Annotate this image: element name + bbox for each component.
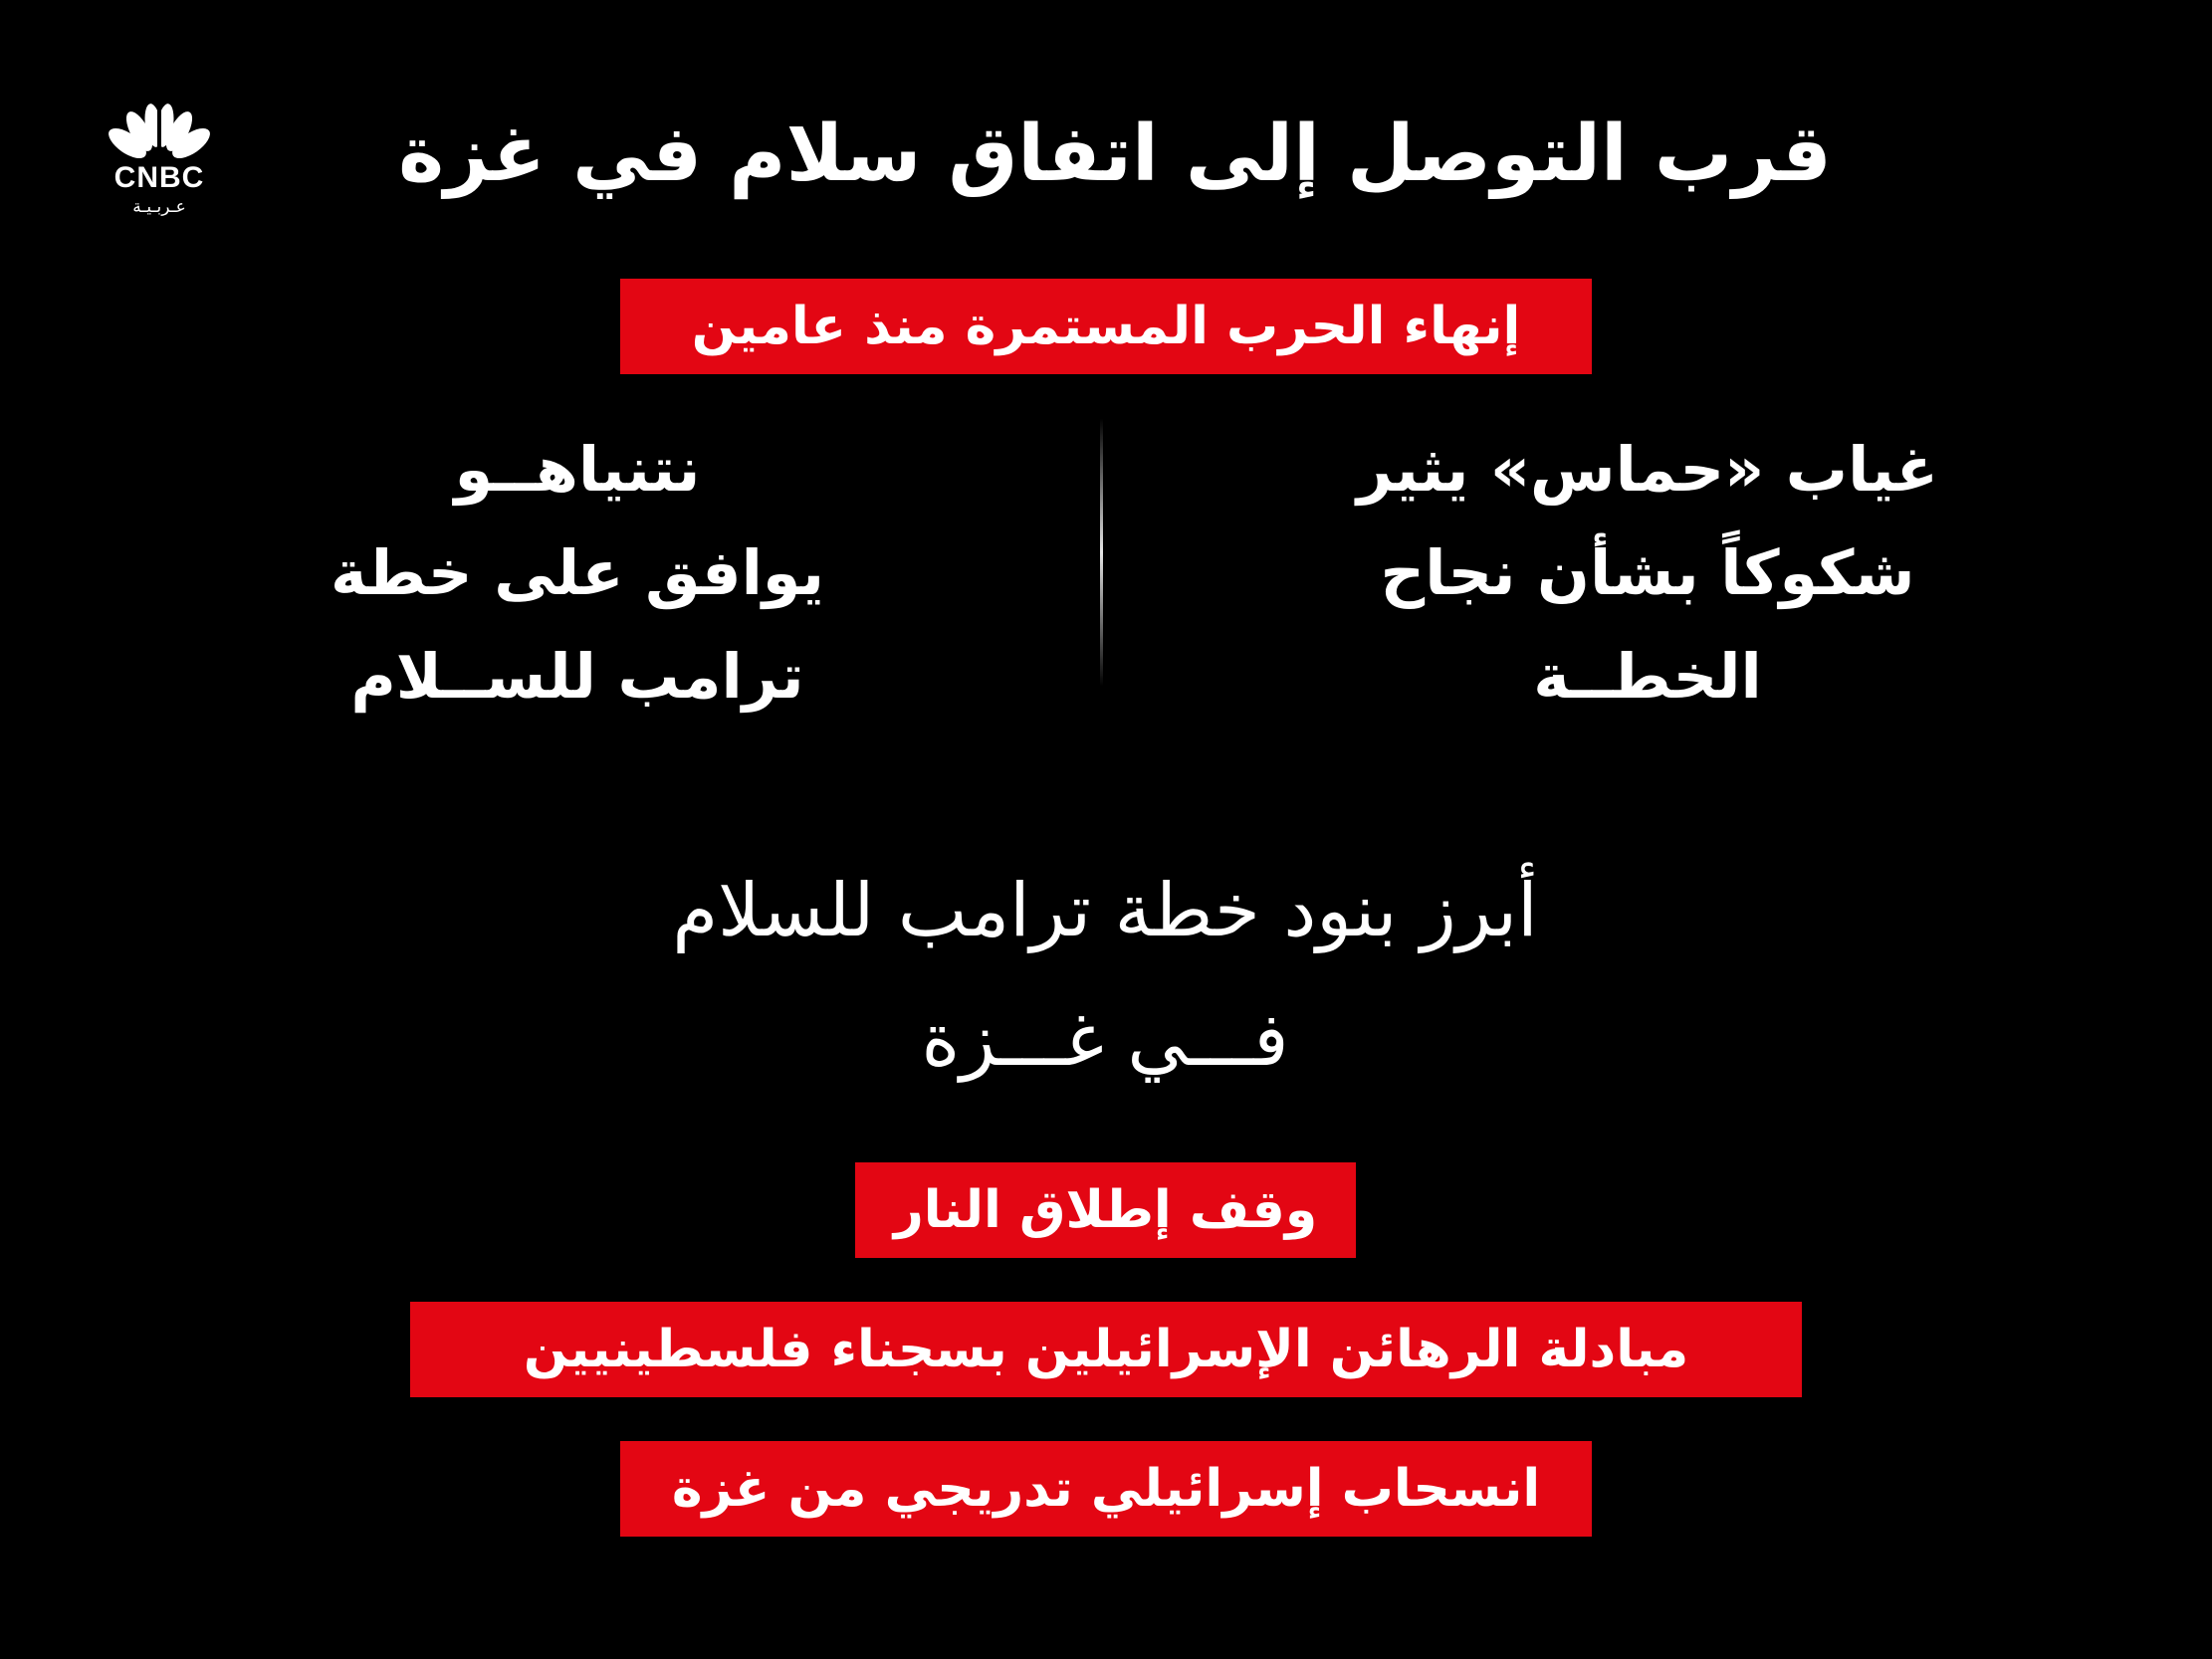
page-title: قرب التوصل إلى اتفاق سلام في غزة xyxy=(398,109,1832,199)
cnbc-arabia-logo xyxy=(100,100,219,229)
left-line-2: يوافق على خطة xyxy=(330,536,825,609)
subheading-line-1: أبرز بنود خطة ترامب للسلام xyxy=(672,868,1538,953)
plan-point-withdrawal: انسحاب إسرائيلي تدريجي من غزة xyxy=(620,1441,1592,1537)
left-line-1: نتنياهــو xyxy=(454,433,701,506)
logo-cnbc-text: CNBC xyxy=(113,161,205,194)
right-line-3: الخطــة xyxy=(1533,640,1762,713)
logo-arabiya-text: عـربـيـة xyxy=(132,197,186,217)
plan-point-exchange: مبادلة الرهائن الإسرائيلين بسجناء فلسطينيين xyxy=(410,1302,1802,1397)
plan-point-ceasefire: وقف إطلاق النار xyxy=(855,1162,1356,1258)
right-column xyxy=(1339,418,1956,728)
column-divider xyxy=(1100,418,1103,687)
left-line-3: ترامب للســلام xyxy=(350,640,804,713)
right-line-2: شكوكاً بشأن نجاح xyxy=(1380,536,1915,609)
right-line-1: غياب «حماس» يثير xyxy=(1356,433,1939,506)
subheading-line-2: فـــي غـــزة xyxy=(921,997,1289,1083)
plan-subheading xyxy=(358,846,1852,1105)
peacock-icon xyxy=(100,100,219,169)
left-column xyxy=(269,418,886,728)
highlight-banner: إنهاء الحرب المستمرة منذ عامين xyxy=(620,279,1592,374)
